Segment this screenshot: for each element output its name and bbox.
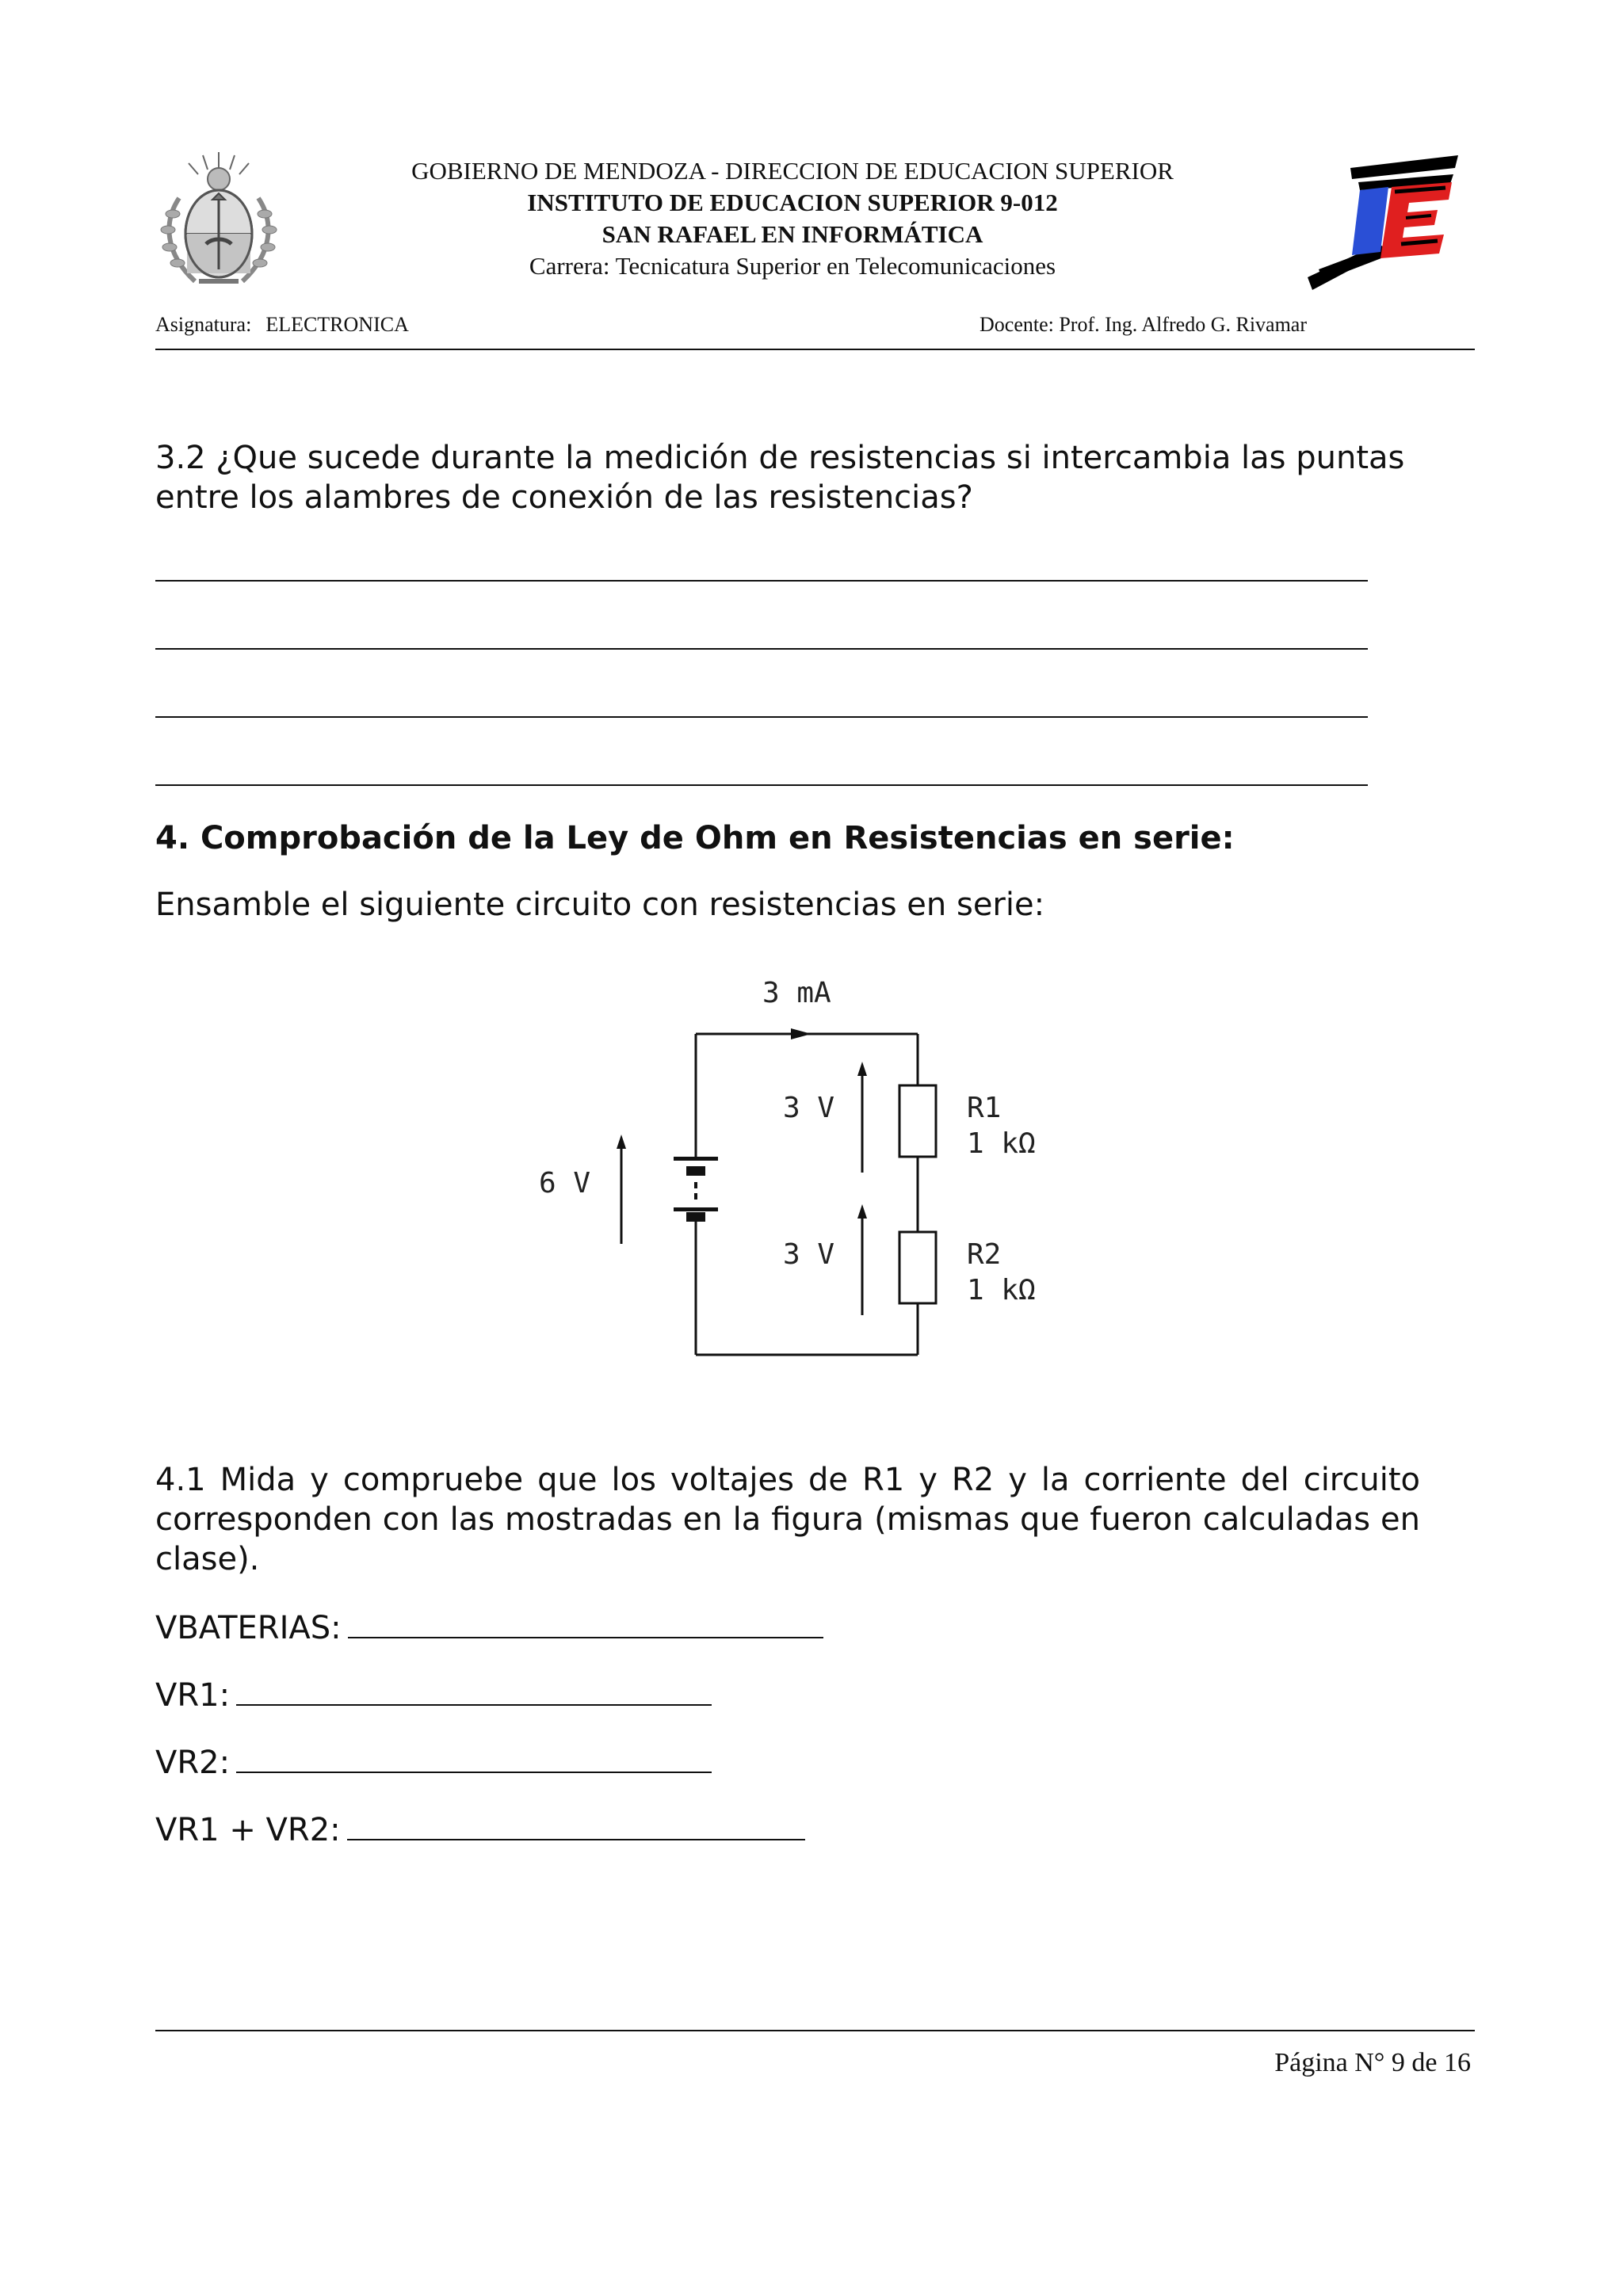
subject-value: ELECTRONICA bbox=[265, 313, 409, 336]
series-circuit-diagram bbox=[523, 959, 1078, 1371]
r1-voltage-label: 3 V bbox=[783, 1092, 835, 1124]
r2-name-label: R2 bbox=[967, 1238, 1002, 1271]
header-divider bbox=[155, 349, 1475, 350]
institute-logo-icon bbox=[1303, 151, 1461, 293]
answer-line[interactable] bbox=[155, 716, 1368, 718]
field-label: VR1: bbox=[155, 1677, 231, 1714]
field-blank[interactable] bbox=[347, 1809, 805, 1840]
field-vr1-plus-vr2 bbox=[155, 1809, 805, 1850]
source-voltage-label: 6 V bbox=[539, 1167, 591, 1199]
answer-line[interactable] bbox=[155, 784, 1368, 786]
answer-line[interactable] bbox=[155, 580, 1368, 582]
teacher-label: Docente: Prof. Ing. Alfredo G. Rivamar bbox=[980, 313, 1308, 336]
institution-header bbox=[317, 155, 1268, 282]
header-location-line: SAN RAFAEL EN INFORMÁTICA bbox=[601, 220, 983, 248]
r1-name-label: R1 bbox=[967, 1092, 1002, 1124]
battery-symbol bbox=[674, 1157, 718, 1222]
field-label: VR2: bbox=[155, 1745, 231, 1781]
page-number: Página N° 9 de 16 bbox=[1274, 2048, 1471, 2077]
resistor-r2 bbox=[899, 1232, 936, 1303]
resistor-r1 bbox=[899, 1085, 936, 1157]
r1-value-label: 1 kΩ bbox=[967, 1127, 1036, 1160]
national-coat-of-arms-icon bbox=[155, 151, 282, 293]
field-vbaterias bbox=[155, 1607, 823, 1648]
r2-voltage-label: 3 V bbox=[783, 1238, 835, 1271]
field-vr1 bbox=[155, 1674, 712, 1715]
r2-value-label: 1 kΩ bbox=[967, 1274, 1036, 1306]
section-4-heading: 4. Comprobación de la Ley de Ohm en Resistencias en serie: bbox=[155, 820, 1235, 856]
header-career-line: Carrera: Tecnicatura Superior en Telecomunicaciones bbox=[529, 252, 1056, 280]
field-blank[interactable] bbox=[236, 1674, 712, 1706]
field-blank[interactable] bbox=[236, 1741, 712, 1773]
question-4-1: 4.1 Mida y compruebe que los voltajes de R1 y R2 y la corriente del circuito corresponden con las mostradas en la figura (mismas que fueron calculadas en clase). bbox=[155, 1462, 1420, 1577]
header-government-line: GOBIERNO DE MENDOZA - DIRECCION DE EDUCACION SUPERIOR bbox=[411, 157, 1174, 185]
current-label: 3 mA bbox=[762, 977, 831, 1009]
answer-line[interactable] bbox=[155, 648, 1368, 650]
section-4-instruction: Ensamble el siguiente circuito con resistencias en serie: bbox=[155, 887, 1045, 923]
field-blank[interactable] bbox=[348, 1607, 823, 1638]
subject-label: Asignatura: bbox=[155, 313, 252, 336]
subject-row bbox=[155, 313, 409, 337]
field-vr2 bbox=[155, 1741, 712, 1783]
field-label: VBATERIAS: bbox=[155, 1610, 342, 1646]
current-arrowhead bbox=[791, 1028, 812, 1039]
footer-divider bbox=[155, 2030, 1475, 2031]
question-3-2: 3.2 ¿Que sucede durante la medición de resistencias si intercambia las puntas entre los alambres de conexión de las resistencias? bbox=[155, 440, 1405, 516]
header-institute-line: INSTITUTO DE EDUCACION SUPERIOR 9-012 bbox=[527, 189, 1058, 216]
field-label: VR1 + VR2: bbox=[155, 1812, 341, 1848]
